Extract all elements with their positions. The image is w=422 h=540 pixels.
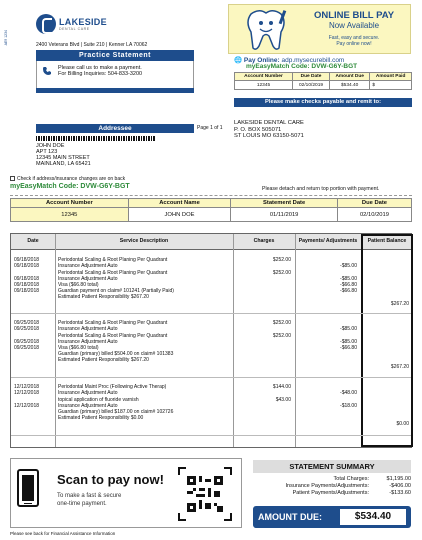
row-dates: 09/25/2018 09/25/2018 09/25/2018 09/25/2018 bbox=[14, 320, 40, 352]
match-code-value: DVW-G6Y-BGT bbox=[80, 183, 130, 190]
column-rule bbox=[55, 234, 56, 447]
summary-value: $1,195.00 bbox=[386, 476, 411, 482]
summary-row bbox=[253, 490, 411, 497]
payment-table bbox=[234, 72, 412, 90]
pay-amount-due: $534.40 bbox=[330, 81, 370, 90]
pay-online-url[interactable]: adp.mysecurebill.com bbox=[281, 57, 345, 64]
summary-rows bbox=[253, 476, 411, 497]
patient-address bbox=[36, 143, 91, 167]
scan-title: Scan to pay now! bbox=[57, 472, 164, 487]
summary-row bbox=[253, 483, 411, 490]
amount-due-value: $534.40 bbox=[340, 509, 406, 525]
postal-barcode bbox=[36, 136, 156, 141]
amount-paid-field[interactable]: $ bbox=[370, 81, 412, 90]
row-dates: 09/18/2018 09/18/2018 09/18/2018 09/18/2018 09/18/2018 bbox=[14, 257, 40, 295]
account-table bbox=[10, 198, 412, 222]
col-description: Service Description bbox=[119, 238, 169, 245]
row-charges: $252.00 $252.00 bbox=[272, 257, 291, 276]
charges-header bbox=[11, 234, 411, 250]
patient-address-line: APT 123 bbox=[36, 149, 58, 155]
match-code-label: myEasyMatch Code: bbox=[246, 63, 310, 70]
summary-label: Total Charges: bbox=[333, 476, 369, 482]
account-number: 12345 bbox=[11, 208, 129, 222]
detach-line bbox=[10, 195, 412, 196]
qr-code[interactable] bbox=[178, 467, 232, 521]
col-charges: Charges bbox=[253, 238, 275, 245]
scan-subtitle bbox=[57, 493, 121, 508]
remit-line: ST LOUIS MO 63150-5071 bbox=[234, 133, 304, 139]
logo-name: LAKESIDE bbox=[59, 17, 107, 27]
practice-address: 2400 Veterans Blvd | Suite 210 | Kenner LA 70062 bbox=[36, 42, 148, 48]
address-change-check[interactable] bbox=[10, 176, 125, 182]
obp-line-2: Pay online now! bbox=[336, 41, 372, 47]
summary-title: STATEMENT SUMMARY bbox=[253, 460, 411, 473]
online-bill-pay-banner bbox=[228, 4, 411, 54]
row-balance: $267.20 bbox=[390, 300, 409, 307]
side-code: AE9 1234 bbox=[4, 30, 8, 46]
practice-logo bbox=[36, 14, 126, 36]
summary-value: -$133.60 bbox=[389, 490, 411, 496]
check-payable-bar: Please make checks payable and remit to: bbox=[234, 98, 412, 107]
row-charges: $252.00 $252.00 bbox=[272, 320, 291, 339]
checkbox[interactable] bbox=[10, 176, 15, 181]
amount-due-box bbox=[253, 506, 411, 528]
obp-tagline bbox=[299, 35, 409, 47]
summary-label: Patient Payments/Adjustments: bbox=[292, 490, 369, 496]
tooth-mascot-icon bbox=[237, 8, 295, 52]
col-patient-balance: Patient Balance bbox=[367, 238, 407, 245]
contact-line-2: For Billing Inquiries: 504-833-3200 bbox=[58, 71, 143, 77]
summary-label: Insurance Payments/Adjustments: bbox=[285, 483, 369, 489]
row-payments: -$85.00 -$85.00 -$66.80 bbox=[340, 326, 357, 352]
row-charges: $144.00 $43.00 bbox=[272, 384, 291, 403]
pay-col-header: Account Number bbox=[235, 73, 293, 81]
statement-header: Practice Statement bbox=[36, 50, 194, 61]
globe-icon: 🌐 bbox=[234, 57, 243, 64]
addressee-header: Addressee bbox=[36, 124, 194, 133]
page-of: Page 1 of 1 bbox=[197, 125, 223, 131]
logo-mark-icon bbox=[36, 14, 56, 34]
pay-col-header: Due Date bbox=[293, 73, 330, 81]
contact-box bbox=[36, 61, 194, 89]
row-descriptions: Periodontal Scaling & Root Planing Per Quadrant Insurance Adjustment Auto Periodontal Scaling & Root Planing Per Quadrant Insurance Adjustment Auto Visa ($66.80 total) Guardian payment on claim# 101241 (Partially Paid) Estimated Patient Responsibility $267.20 bbox=[58, 257, 174, 301]
match-code-label: myEasyMatch Code: bbox=[10, 183, 79, 190]
patient-address-line: JOHN DOE bbox=[36, 143, 65, 149]
remit-line: P. O. BOX 505071 bbox=[234, 126, 282, 133]
obp-title: ONLINE BILL PAY bbox=[313, 10, 395, 21]
contact-line-1: Please call us to make a payment. bbox=[58, 65, 142, 71]
row-dates: 12/12/2018 12/12/2018 12/12/2018 bbox=[14, 384, 40, 409]
remit-address bbox=[234, 120, 304, 140]
patient-address-line: MAINLAND, LA 65421 bbox=[36, 161, 91, 167]
pay-col-header: Amount Paid bbox=[370, 73, 412, 81]
due-date: 02/10/2019 bbox=[337, 208, 411, 222]
row-balance: $267.20 bbox=[390, 363, 409, 370]
phone-icon bbox=[42, 66, 52, 76]
charges-table bbox=[10, 233, 412, 448]
amount-due-label: AMOUNT DUE: bbox=[258, 512, 322, 522]
pay-due-date: 02/10/2019 bbox=[293, 81, 330, 90]
acct-col-header: Statement Date bbox=[231, 199, 338, 208]
divider-bar bbox=[36, 88, 194, 93]
row-descriptions: Periodontal Maint Proc (Following Active Therap) Insurance Adjustment Auto topical application of fluoride varnish Insurance Adjustment Auto Guardian (primary) billed $187.00 on claim# 102726 Estimated Patient Responsibility $0.00 bbox=[58, 384, 174, 422]
row-payments: -$48.00 -$18.00 bbox=[340, 390, 357, 409]
pay-col-header: Amount Due bbox=[330, 73, 370, 81]
qr-pattern bbox=[187, 476, 223, 512]
statement-date: 01/11/2019 bbox=[231, 208, 338, 222]
patient-address-line: 12345 MAIN STREET bbox=[36, 155, 90, 161]
summary-row bbox=[253, 476, 411, 483]
detach-note: Please detach and return top portion with payment. bbox=[262, 186, 380, 192]
logo-tagline: DENTAL CARE bbox=[59, 27, 90, 31]
obp-line-1: Fast, easy and secure. bbox=[328, 35, 380, 41]
col-date: Date bbox=[27, 238, 39, 245]
col-payments: Payments/ Adjustments bbox=[298, 238, 358, 245]
scan-line-1: To make a fast & secure bbox=[57, 493, 122, 499]
pay-online-label: Pay Online: bbox=[243, 57, 280, 64]
scan-line-2: one-time payment. bbox=[57, 500, 107, 507]
acct-col-header: Due Date bbox=[337, 199, 411, 208]
account-name: JOHN DOE bbox=[128, 208, 231, 222]
address-change-label: Check if address/insurance changes are on back bbox=[17, 176, 126, 182]
pay-account-number: 12345 bbox=[235, 81, 293, 90]
footnote: Please see back for Financial Assistance Information bbox=[10, 531, 116, 536]
obp-subtitle: Now Available bbox=[328, 21, 380, 30]
match-code-value: DVW-G6Y-BGT bbox=[311, 63, 358, 70]
row-descriptions: Periodontal Scaling & Root Planing Per Quadrant Insurance Adjustment Auto Periodontal Scaling & Root Planing Per Quadrant Insurance Adjustment Auto Visa ($66.80 total) Guardian (primary) billed $504.00 on claim# 101383 Estimated Patient Responsibility $267.20 bbox=[58, 320, 174, 364]
remit-line: LAKESIDE DENTAL CARE bbox=[234, 120, 304, 126]
phone-icon bbox=[17, 469, 39, 507]
group-separator bbox=[11, 435, 411, 436]
acct-col-header: Account Number bbox=[11, 199, 129, 208]
acct-col-header: Account Name bbox=[128, 199, 231, 208]
row-payments: -$85.00 -$85.00 -$66.80 -$66.80 bbox=[340, 263, 357, 295]
match-code-repeat bbox=[10, 183, 130, 190]
scan-to-pay-box bbox=[10, 458, 242, 528]
row-balance: $0.00 bbox=[396, 421, 409, 428]
match-code bbox=[246, 63, 357, 70]
summary-value: -$406.00 bbox=[389, 483, 411, 489]
